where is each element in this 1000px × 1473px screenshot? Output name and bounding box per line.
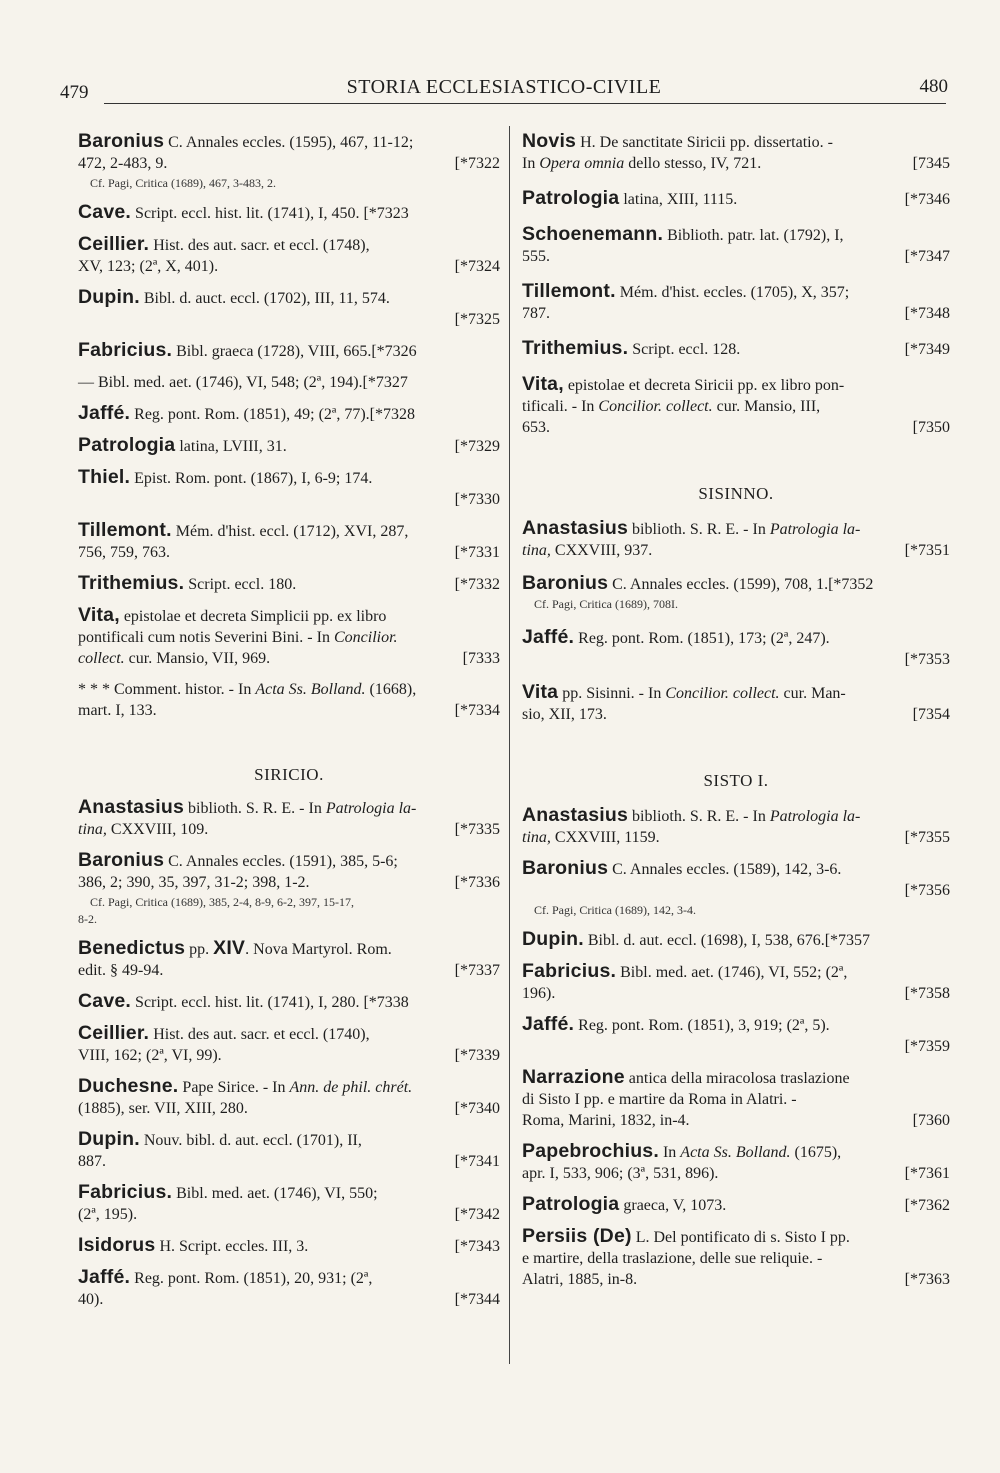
- bib-entry-7336: Baronius C. Annales eccles. (1591), 385, 5-6; 386, 2; 390, 35, 397, 31-2; 398, 1-2. [*7336 Cf. Pagi, Critica (1689), 385, 2-4, 8-9, 6-2, 397, 15-17, 8-2.: [78, 849, 500, 926]
- bib-entry-7353: Jaffé. Reg. pont. Rom. (1851), 173; (2ª, 247). [*7353: [522, 626, 950, 668]
- bib-entry-7327: — Bibl. med. aet. (1746), VI, 548; (2ª, 194).[*7327: [78, 374, 408, 391]
- entry-number: [7350: [912, 419, 950, 436]
- bib-entry-7358: Fabricius. Bibl. med. aet. (1746), VI, 552; (2ª, 196). [*7358: [522, 960, 950, 1002]
- entry-number: [*7344: [454, 1291, 500, 1308]
- entry-author: Ceillier.: [78, 1022, 150, 1044]
- bib-entry-7337: Benedictus pp. XIV. Nova Martyrol. Rom. edit. § 49-94. [*7337: [78, 937, 500, 979]
- entry-author: Fabricius.: [522, 960, 617, 982]
- entry-author: Trithemius.: [522, 337, 629, 359]
- entry-author: Vita,: [522, 373, 564, 395]
- entry-author: Trithemius.: [78, 572, 185, 594]
- bib-entry-7323: Cave. Script. eccl. hist. lit. (1741), I, 450. [*7323: [78, 201, 409, 223]
- entry-author: Baronius: [78, 849, 165, 871]
- entry-note: Cf. Pagi, Critica (1689), 708I.: [534, 597, 678, 611]
- entry-author: Benedictus: [78, 937, 186, 959]
- bib-entry-7340: Duchesne. Pape Sirice. - In Ann. de phil. chrét. (1885), ser. VII, XIII, 280. [*7340: [78, 1075, 500, 1117]
- entry-number: [*7351: [904, 542, 950, 559]
- entry-author: Narrazione: [522, 1066, 625, 1088]
- bib-entry-7354: Vita pp. Sisinni. - In Concilior. collect. cur. Man- sio, XII, 173. [7354: [522, 681, 950, 723]
- bib-entry-7347: Schoenemann. Biblioth. patr. lat. (1792), I, 555. [*7347: [522, 223, 950, 265]
- entry-number: [7345: [912, 155, 950, 172]
- bib-entry-7332: Trithemius. Script. eccl. 180. [*7332: [78, 572, 500, 594]
- bib-entry-7342: Fabricius. Bibl. med. aet. (1746), VI, 550; (2ª, 195). [*7342: [78, 1181, 500, 1223]
- entry-author: Jaffé.: [78, 402, 131, 424]
- entry-number: [*7353: [904, 651, 950, 668]
- entry-author: Jaffé.: [522, 626, 575, 648]
- bib-entry-7360: Narrazione antica della miracolosa traslazione di Sisto I pp. e martire da Roma in Alatri. - Roma, Marini, 1832, in-4. [7360: [522, 1066, 950, 1129]
- bib-entry-7352: Baronius C. Annales eccles. (1599), 708, 1.[*7352 Cf. Pagi, Critica (1689), 708I.: [522, 573, 950, 613]
- entry-number: [*7334: [454, 702, 500, 719]
- entry-number: [*7339: [454, 1047, 500, 1064]
- entry-number: [*7358: [904, 985, 950, 1002]
- section-heading-siricio: SIRICIO.: [254, 765, 324, 784]
- entry-author: Schoenemann.: [522, 223, 664, 245]
- page-number-left: 479: [60, 82, 89, 103]
- entry-number: [*7330: [454, 491, 500, 508]
- entry-note: Cf. Pagi, Critica (1689), 467, 3-483, 2.: [90, 176, 276, 190]
- bib-entry-7339: Ceillier. Hist. des aut. sacr. et eccl. (1740), VIII, 162; (2ª, VI, 99). [*7339: [78, 1022, 500, 1064]
- entry-number: [*7337: [454, 962, 500, 979]
- entry-number: [*7342: [454, 1206, 500, 1223]
- bib-entry-7341: Dupin. Nouv. bibl. d. aut. eccl. (1701), II, 887. [*7341: [78, 1128, 500, 1170]
- entry-number: [7354: [912, 706, 950, 723]
- bib-entry-7334: * * * Comment. histor. - In Acta Ss. Bolland. (1668), mart. I, 133. [*7334: [78, 681, 500, 719]
- entry-number: [*7329: [454, 438, 500, 455]
- page-number-right: 480: [919, 76, 948, 97]
- entry-number: [*7363: [904, 1271, 950, 1288]
- entry-number: [*7348: [904, 305, 950, 322]
- entry-author: Patrologia: [78, 434, 176, 456]
- entry-number: [*7356: [904, 882, 950, 899]
- column-divider: [509, 126, 510, 1364]
- bib-entry-7357: Dupin. Bibl. d. aut. eccl. (1698), I, 538, 676.[*7357: [522, 928, 871, 950]
- entry-number: [*7346: [904, 191, 950, 208]
- bib-entry-7328: Jaffé. Reg. pont. Rom. (1851), 49; (2ª, 77).[*7328: [78, 402, 415, 424]
- entry-number: [7333: [462, 650, 500, 667]
- entry-author: Anastasius: [78, 796, 185, 818]
- entry-author: Fabricius.: [78, 339, 173, 361]
- entry-author: Novis: [522, 130, 577, 152]
- entry-author: Jaffé.: [78, 1266, 131, 1288]
- entry-note: Cf. Pagi, Critica (1689), 385, 2-4, 8-9, 6-2, 397, 15-17,: [90, 895, 354, 909]
- entry-author: Tillemont.: [522, 280, 616, 302]
- entry-number: [*7332: [454, 576, 500, 593]
- entry-number: [*7326: [371, 343, 417, 360]
- bib-entry-7361: Papebrochius. In Acta Ss. Bolland. (1675), apr. I, 533, 906; (3ª, 531, 896). [*7361: [522, 1140, 950, 1182]
- bib-entry-7322: Baronius C. Annales eccles. (1595), 467, 11-12; 472, 2-483, 9. [*7322 Cf. Pagi, Critica (1689), 467, 3-483, 2.: [78, 130, 500, 190]
- entry-author: Baronius: [522, 572, 609, 594]
- entry-number: [*7355: [904, 829, 950, 846]
- entry-number: [*7325: [454, 311, 500, 328]
- entry-note: Cf. Pagi, Critica (1689), 142, 3-4.: [534, 903, 696, 917]
- entry-number: [7360: [912, 1112, 950, 1129]
- entry-author: Persiis (De): [522, 1225, 632, 1247]
- bib-entry-7356: Baronius C. Annales eccles. (1589), 142, 3-6. [*7356 Cf. Pagi, Critica (1689), 142, 3-4.: [522, 857, 950, 917]
- bib-entry-7363: Persiis (De) L. Del pontificato di s. Sisto I pp. e martire, della traslazione, delle sue reliquie. - Alatri, 1885, in-8. [*7363: [522, 1225, 950, 1288]
- entry-number: [*7322: [454, 155, 500, 172]
- entry-number: [*7335: [454, 821, 500, 838]
- entry-number: [*7349: [904, 341, 950, 358]
- entry-number: [*7362: [904, 1197, 950, 1214]
- running-header: [60, 74, 948, 102]
- bib-entry-7331: Tillemont. Mém. d'hist. eccl. (1712), XVI, 287, 756, 759, 763. [*7331: [78, 519, 500, 561]
- entry-author: Vita: [522, 681, 559, 703]
- entry-number: [*7338: [363, 994, 409, 1011]
- bib-entry-7348: Tillemont. Mém. d'hist. eccles. (1705), X, 357; 787. [*7348: [522, 280, 950, 322]
- entry-author: Baronius: [78, 130, 165, 152]
- bib-entry-7324: Ceillier. Hist. des aut. sacr. et eccl. (1748), XV, 123; (2ª, X, 401). [*7324: [78, 233, 500, 275]
- section-heading-sisinno: SISINNO.: [698, 484, 774, 503]
- entry-number: [*7328: [369, 406, 415, 423]
- entry-number: [*7361: [904, 1165, 950, 1182]
- entry-number: [*7323: [363, 205, 409, 222]
- entry-number: [*7327: [362, 374, 408, 391]
- entry-number: [*7324: [454, 258, 500, 275]
- entry-author: Anastasius: [522, 804, 629, 826]
- entry-number: [*7341: [454, 1153, 500, 1170]
- entry-author: Cave.: [78, 201, 132, 223]
- bib-entry-7330: Thiel. Epist. Rom. pont. (1867), I, 6-9; 174. [*7330: [78, 466, 500, 508]
- entry-author: Jaffé.: [522, 1013, 575, 1035]
- bib-entry-7326: Fabricius. Bibl. graeca (1728), VIII, 665.[*7326: [78, 339, 417, 361]
- header-rule: [104, 103, 946, 104]
- entry-author: Tillemont.: [78, 519, 172, 541]
- bib-entry-7350: Vita, epistolae et decreta Siricii pp. ex libro pon- tificali. - In Concilior. collect. cur. Mansio, III, 653. [7350: [522, 373, 950, 436]
- entry-author: Duchesne.: [78, 1075, 179, 1097]
- running-title: STORIA ECCLESIASTICO-CIVILE: [346, 76, 662, 98]
- entry-number: [*7331: [454, 544, 500, 561]
- entry-author: Cave.: [78, 990, 132, 1012]
- bib-entry-7362: Patrologia graeca, V, 1073. [*7362: [522, 1193, 950, 1215]
- bib-entry-7325: Dupin. Bibl. d. auct. eccl. (1702), III, 11, 574. [*7325: [78, 286, 500, 328]
- bib-entry-7343: Isidorus H. Script. eccles. III, 3. [*7343: [78, 1234, 500, 1256]
- entry-author: Dupin.: [78, 1128, 140, 1150]
- bib-entry-7355: Anastasius biblioth. S. R. E. - In Patrologia la- tina, CXXVIII, 1159. [*7355: [522, 804, 950, 846]
- bib-entry-7333: Vita, epistolae et decreta Simplicii pp. ex libro pontificali cum notis Severini Bini. - In Concilior. collect. cur. Mansio, VII, 969. [7333: [78, 604, 500, 667]
- entry-author: Dupin.: [78, 286, 140, 308]
- entry-author: Ceillier.: [78, 233, 150, 255]
- bib-entry-7345: Novis H. De sanctitate Siricii pp. dissertatio. - In Opera omnia dello stesso, IV, 721. [7345: [522, 130, 950, 172]
- entry-author: Vita,: [78, 604, 120, 626]
- entry-author: Papebrochius.: [522, 1140, 659, 1162]
- section-heading-sisto: SISTO I.: [703, 771, 769, 790]
- bib-entry-7344: Jaffé. Reg. pont. Rom. (1851), 20, 931; (2ª, 40). [*7344: [78, 1266, 500, 1308]
- bib-entry-7349: Trithemius. Script. eccl. 128. [*7349: [522, 337, 950, 359]
- entry-author: Isidorus: [78, 1234, 156, 1256]
- bib-entry-7335: Anastasius biblioth. S. R. E. - In Patrologia la- tina, CXXVIII, 109. [*7335: [78, 796, 500, 838]
- entry-author: Baronius: [522, 857, 609, 879]
- entry-number: [*7340: [454, 1100, 500, 1117]
- entry-number: [*7336: [454, 874, 500, 891]
- bib-entry-7359: Jaffé. Reg. pont. Rom. (1851), 3, 919; (2ª, 5). [*7359: [522, 1013, 950, 1055]
- entry-number: [*7357: [824, 932, 871, 949]
- entry-author: Patrologia: [522, 1193, 620, 1215]
- right-column: [522, 131, 950, 1290]
- entry-author: Fabricius.: [78, 1181, 173, 1203]
- bib-entry-7346: Patrologia latina, XIII, 1115. [*7346: [522, 187, 950, 209]
- entry-number: [*7359: [904, 1038, 950, 1055]
- entry-author: Thiel.: [78, 466, 131, 488]
- bib-entry-7338: Cave. Script. eccl. hist. lit. (1741), I, 280. [*7338: [78, 990, 409, 1012]
- entry-note: 8-2.: [78, 912, 97, 926]
- bib-entry-7329: Patrologia latina, LVIII, 31. [*7329: [78, 434, 500, 456]
- entry-author: Patrologia: [522, 187, 620, 209]
- entry-number: [*7343: [454, 1238, 500, 1255]
- entry-number: [*7347: [904, 248, 950, 265]
- entry-author: Anastasius: [522, 517, 629, 539]
- left-column: [78, 131, 500, 1310]
- bib-entry-7351: Anastasius biblioth. S. R. E. - In Patrologia la- tina, CXXVIII, 937. [*7351: [522, 517, 950, 559]
- entry-number: [*7352: [828, 576, 874, 593]
- entry-author: Dupin.: [522, 928, 584, 950]
